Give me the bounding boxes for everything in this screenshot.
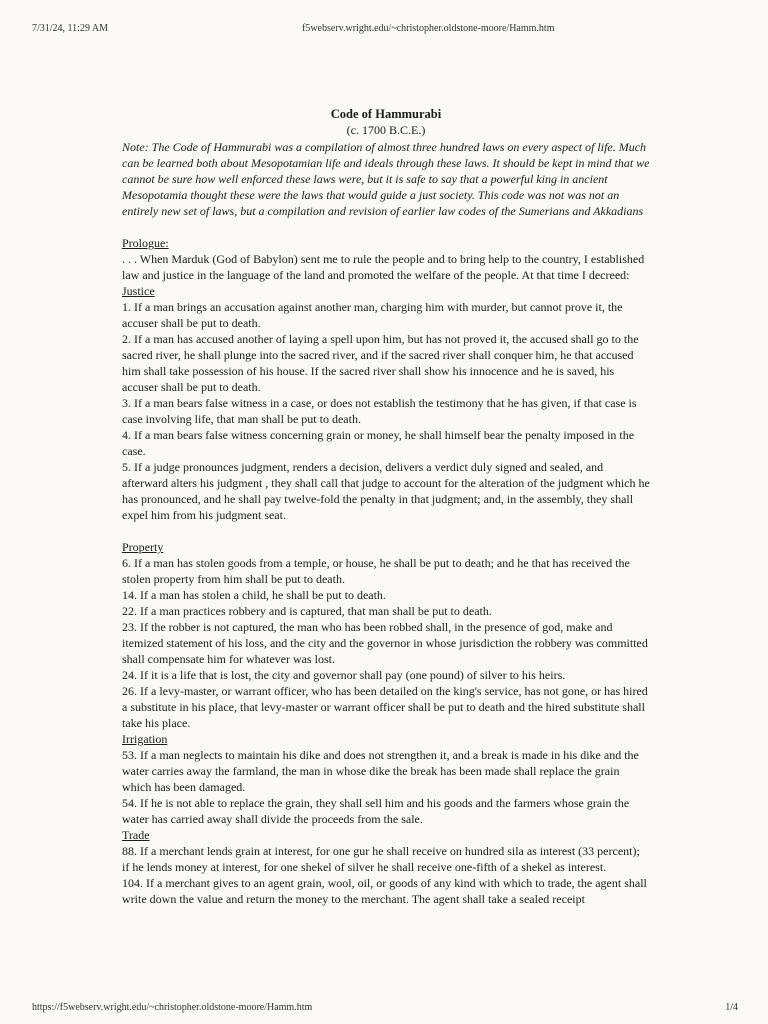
law-item: 54. If he is not able to replace the grain, they shall sell him and his goods and the farmers whose grain the water has carried away shall divide the proceeds from the sale. xyxy=(122,796,630,826)
property-heading: Property xyxy=(122,540,164,554)
law-item: 6. If a man has stolen goods from a temple, or house, he shall be put to death; and he that has received the stolen property from him shall be put to death. xyxy=(122,556,630,586)
law-item: 53. If a man neglects to maintain his dike and does not strengthen it, and a break is made in his dike and the water carries away the farmland, the man in whose dike the break has been made shall replace the grain which has been damaged. xyxy=(122,748,639,794)
law-item: 23. If the robber is not captured, the man who has been robbed shall, in the presence of god, make and itemized statement of his loss, and the city and the governor in whose jurisdiction the robbery was committed shall compensate him for whatever was lost. xyxy=(122,620,648,666)
prologue-text: . . . When Marduk (God of Babylon) sent me to rule the people and to bring help to the country, I established law and justice in the language of the land and promoted the welfare of the people. At that time I decreed: xyxy=(122,252,645,282)
law-item: 14. If a man has stolen a child, he shall be put to death. xyxy=(122,588,386,602)
law-item: 3. If a man bears false witness in a case, or does not establish the testimony that he has given, if that case is case involving life, that man shall be put to death. xyxy=(122,396,637,426)
law-item: 104. If a merchant gives to an agent grain, wool, oil, or goods of any kind with which to trade, the agent shall write down the value and return the money to the merchant. The agent shall take a sealed receipt xyxy=(122,876,647,906)
document-body xyxy=(122,106,650,907)
law-item: 2. If a man has accused another of laying a spell upon him, but has not proved it, the accused shall go to the sacred river, he shall plunge into the sacred river, and if the sacred river shall conquer him, he that accused him shall take possession of his house. If the sacred river shall show his innocence and he is saved, his accuser shall be put to death. xyxy=(122,332,639,394)
law-item: 5. If a judge pronounces judgment, renders a decision, delivers a verdict duly signed and sealed, and afterward alters his judgment , they shall call that judge to account for the alteration of the judgment which he has pronounced, and he shall pay twelve-fold the penalty in that judgment; and, in the assembly, they shall expel him from his judgment seat. xyxy=(122,460,650,522)
prologue-heading: Prologue: xyxy=(122,236,169,250)
law-item: 4. If a man bears false witness concerning grain or money, he shall himself bear the penalty imposed in the case. xyxy=(122,428,635,458)
document-date: (c. 1700 B.C.E.) xyxy=(346,123,426,137)
document-title: Code of Hammurabi xyxy=(330,107,442,121)
print-timestamp: 7/31/24, 11:29 AM xyxy=(32,23,109,34)
law-item: 1. If a man brings an accusation against another man, charging him with murder, but cannot prove it, the accuser shall be put to death. xyxy=(122,300,623,330)
document-note: Note: The Code of Hammurabi was a compilation of almost three hundred laws on every aspect of life. Much can be learned both about Mesopotamian life and ideals through these laws. It should be kept in mind that we cannot be sure how well enforced these laws were, but it is safe to say that a powerful king in ancient Mesopotamia thought these were the laws that would guide a just society. This code was not was not an entirely new set of laws, but a compilation and revision of earlier law codes of the Sumerians and Akkadians xyxy=(122,140,650,218)
law-item: 24. If it is a life that is lost, the city and governor shall pay (one pound) of silver to his heirs. xyxy=(122,668,566,682)
trade-heading: Trade xyxy=(122,828,150,842)
law-item: 22. If a man practices robbery and is captured, that man shall be put to death. xyxy=(122,604,492,618)
page-number: 1/4 xyxy=(725,1002,738,1013)
page-url-header: f5webserv.wright.edu/~christopher.oldstone-moore/Hamm.htm xyxy=(302,23,555,34)
page-url-footer: https://f5webserv.wright.edu/~christopher.oldstone-moore/Hamm.htm xyxy=(32,1002,313,1013)
law-item: 88. If a merchant lends grain at interest, for one gur he shall receive on hundred sila as interest (33 percent); if he lends money at interest, for one shekel of silver he shall receive one-fifth of a shekel as interest. xyxy=(122,844,640,874)
justice-heading: Justice xyxy=(122,284,155,298)
law-item: 26. If a levy-master, or warrant officer, who has been detailed on the king's service, has not gone, or has hired a substitute in his place, that levy-master or warrant officer shall be put to death and the hired substitute shall take his place. xyxy=(122,684,648,730)
irrigation-heading: Irrigation xyxy=(122,732,168,746)
